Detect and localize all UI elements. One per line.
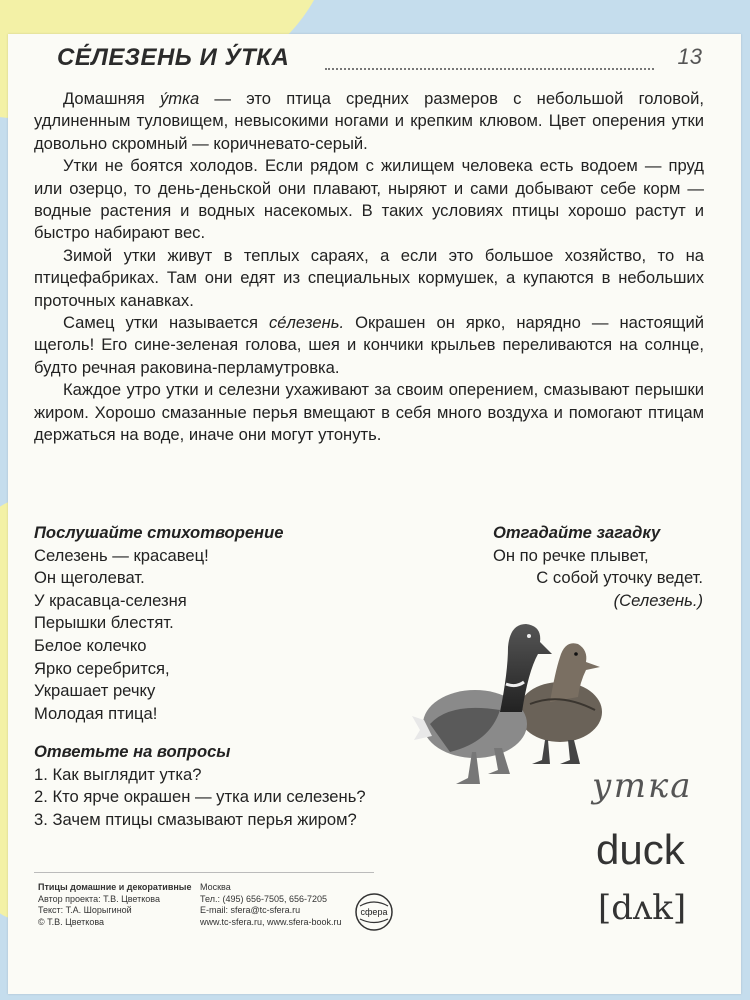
riddle-section <box>493 522 703 612</box>
poem-line: Украшает речку <box>34 681 156 701</box>
questions-section <box>34 741 474 831</box>
emphasis-selezen: се́лезень. <box>268 313 345 333</box>
logo-text: сфера <box>360 907 388 917</box>
riddle-heading: Отгадайте загадку <box>493 523 661 542</box>
paragraph-2: Утки не боятся холодов. Если рядом с жилищем человека есть водоем — пруд или озерцо, то день-деньской они плавают, ныряют и сами добывают себе корм — водные растения и водных насекомых. В таких условиях птицы хорошо растут и быстро набирают вес. <box>34 156 704 243</box>
questions-heading: Ответьте на вопросы <box>34 742 231 761</box>
footer-series: Птицы домашние и декоративные <box>38 882 192 892</box>
footer-divider <box>34 872 374 873</box>
page-title: СЕ́ЛЕЗЕНЬ И У́ТКА <box>57 44 290 71</box>
sfera-logo <box>354 892 394 932</box>
poem-section <box>34 522 364 725</box>
poem-line: Ярко серебрится, <box>34 658 170 678</box>
paragraph-4: Самец утки называется се́лезень. Окрашен он ярко, нарядно — настоящий щеголь! Его сине-зеленая голова, шея и кончики крыльев переливаются на солнце, будто речная раковина-перламутровка. <box>34 313 704 377</box>
question-item: 3. Зачем птицы смазывают перья жиром? <box>34 809 357 829</box>
paragraph-5: Каждое утро утки и селезни ухаживают за своим оперением, смазывают перышки жиром. Хорошо смазанные перья вмещают в себя много воздуха и помогают птицам держаться на воде, иначе они могут утонуть. <box>34 380 704 445</box>
riddle-line: С собой уточку ведет. <box>536 568 703 588</box>
footer-web: www.tc-sfera.ru, www.sfera-book.ru <box>200 916 342 927</box>
footer-contacts <box>200 882 342 928</box>
poem-line: У красавца-селезня <box>34 590 187 610</box>
poem-line: Молодая птица! <box>34 703 158 723</box>
riddle-answer: (Селезень.) <box>613 590 703 610</box>
page-number: 13 <box>677 44 702 69</box>
footer-credits <box>38 882 191 928</box>
poem-heading: Послушайте стихотворение <box>34 523 284 542</box>
riddle-line: Он по речке плывет, <box>493 545 649 565</box>
title-row <box>57 44 702 84</box>
poem-line: Селезень — красавец! <box>34 545 209 565</box>
russian-script-word: утка <box>592 766 693 806</box>
footer-author: Автор проекта: Т.В. Цветкова <box>38 893 160 904</box>
poem-line: Перышки блестят. <box>34 613 174 633</box>
poem-line: Он щеголеват. <box>34 568 145 588</box>
footer-phone: Тел.: (495) 656-7505, 656-7205 <box>200 893 328 904</box>
english-word: duck <box>596 826 685 873</box>
poem-line: Белое колечко <box>34 635 147 655</box>
article-body <box>34 88 704 447</box>
footer-email: E-mail: sfera@tc-sfera.ru <box>200 905 301 915</box>
ducks-photo <box>410 612 620 802</box>
paragraph-3: Зимой утки живут в теплых сараях, а если это большое хозяйство, то на птицефабриках. Там они едят из специальных кормушек, а купаются в небольших проточных канавках. <box>34 245 704 310</box>
transcription: [dʌk] <box>598 888 687 928</box>
paragraph-1: Домашняя у́тка — это птица средних размеров с небольшой головой, удлиненным туловищем, невысокими ногами и крепким клювом. Цвет оперения утки довольно скромный — коричневато-серый. <box>34 89 704 153</box>
emphasis-utka: у́тка <box>159 89 200 108</box>
title-leader-dots <box>325 68 654 70</box>
footer-text-by: Текст: Т.А. Шорыгиной <box>38 905 132 915</box>
question-item: 2. Кто ярче окрашен — утка или селезень? <box>34 787 366 807</box>
footer-city: Москва <box>200 882 231 892</box>
footer-copyright: © Т.В. Цветкова <box>38 916 105 927</box>
question-item: 1. Как выглядит утка? <box>34 764 202 784</box>
